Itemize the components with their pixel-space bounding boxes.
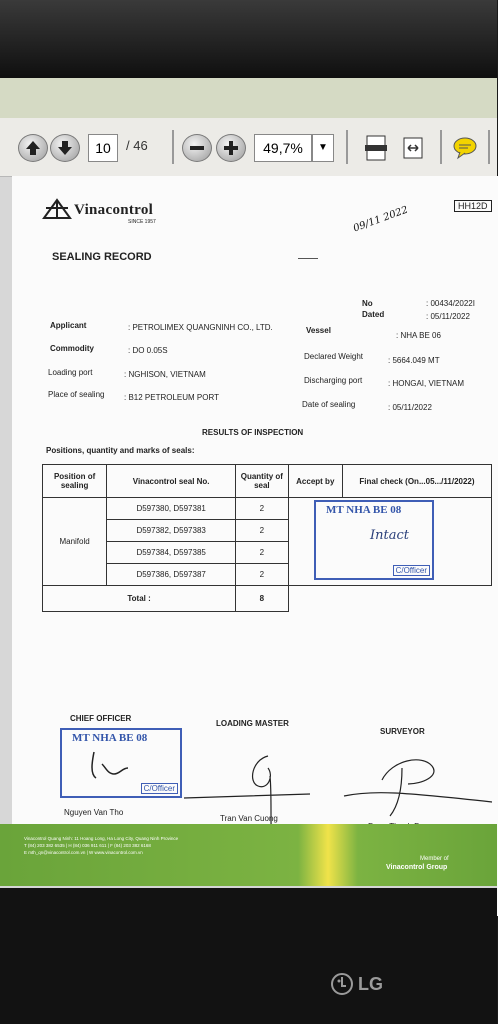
footer-address-3: E mth_qn@vinacontrol.com.vn | W www.vinacontrol.com.vn bbox=[24, 850, 143, 855]
vessel-value: : NHA BE 06 bbox=[396, 331, 441, 340]
place-label: Place of sealing bbox=[48, 390, 105, 399]
declared-value: : 5664.049 MT bbox=[388, 356, 440, 365]
chevron-down-icon: ▼ bbox=[318, 142, 328, 153]
arrow-down-icon bbox=[55, 138, 75, 158]
table-total-row bbox=[43, 586, 492, 612]
chief-officer-label: CHIEF OFFICER bbox=[70, 714, 132, 723]
form-code: HH12D bbox=[454, 200, 492, 212]
applicant-value: : PETROLIMEX QUANGNINH CO., LTD. bbox=[128, 323, 273, 332]
place-value: : B12 PETROLEUM PORT bbox=[124, 393, 219, 402]
toolbar-divider bbox=[488, 130, 490, 164]
qty-cell: 2 bbox=[236, 542, 289, 564]
commodity-label: Commodity bbox=[50, 344, 94, 353]
positions-heading: Positions, quantity and marks of seals: bbox=[46, 446, 195, 455]
table-header: Quantity of seal bbox=[236, 465, 289, 498]
footer-address-1: Vinacontrol Quang Ninh: 11 Hoang Long, Ha Long City, Quang Ninh Province bbox=[24, 836, 179, 841]
stamp-vessel-name: MT NHA BE 08 bbox=[326, 504, 402, 516]
vessel-label: Vessel bbox=[306, 326, 331, 335]
arrow-up-icon bbox=[23, 138, 43, 158]
screen bbox=[0, 78, 497, 888]
zoom-in-button[interactable] bbox=[216, 134, 246, 162]
pdf-page bbox=[12, 176, 498, 916]
stamp-handwritten-mark: Intact bbox=[370, 528, 409, 543]
next-page-button[interactable] bbox=[50, 134, 80, 162]
seal-cell: D597382, D597383 bbox=[107, 520, 236, 542]
vinacontrol-logo-icon bbox=[42, 198, 72, 220]
position-cell: Manifold bbox=[43, 498, 107, 586]
table-header: Vinacontrol seal No. bbox=[107, 465, 236, 498]
lg-logo-icon bbox=[330, 972, 354, 996]
applicant-label: Applicant bbox=[50, 321, 87, 330]
zoom-level-field[interactable]: 49,7% bbox=[254, 134, 312, 162]
discharging-value: : HONGAI, VIETNAM bbox=[388, 379, 465, 388]
page-number-input[interactable]: 10 bbox=[88, 134, 118, 162]
date-sealing-value: : 05/11/2022 bbox=[388, 403, 432, 412]
toolbar-divider bbox=[346, 130, 348, 164]
stamp-role: C/Officer bbox=[141, 783, 178, 794]
footer-member-group: Vinacontrol Group bbox=[386, 864, 448, 871]
surveyor-signature-icon bbox=[342, 750, 492, 820]
seal-cell: D597380, D597381 bbox=[107, 498, 236, 520]
chief-officer-stamp bbox=[60, 728, 182, 798]
doc-title: SEALING RECORD bbox=[52, 251, 152, 263]
zoom-out-button[interactable] bbox=[182, 134, 212, 162]
fit-width-icon[interactable] bbox=[400, 135, 426, 161]
divider bbox=[298, 258, 318, 259]
previous-page-button[interactable] bbox=[18, 134, 48, 162]
page-footer bbox=[0, 824, 497, 886]
window-top-bar bbox=[0, 78, 497, 118]
comment-icon[interactable] bbox=[452, 136, 478, 160]
page-total-label: / 46 bbox=[126, 138, 148, 153]
dated-label: Dated bbox=[362, 310, 385, 319]
table-header-row bbox=[43, 465, 492, 498]
loading-port-label: Loading port bbox=[48, 368, 93, 377]
loading-port-value: : NGHISON, VIETNAM bbox=[124, 370, 206, 379]
dated-value: : 05/11/2022 bbox=[426, 312, 470, 321]
monitor-bezel-bottom bbox=[0, 888, 497, 1024]
stamp-vessel-name: MT NHA BE 08 bbox=[72, 732, 148, 744]
surveyor-label: SURVEYOR bbox=[380, 727, 425, 736]
table-header: Position of sealing bbox=[43, 465, 107, 498]
seal-cell: D597386, D597387 bbox=[107, 564, 236, 586]
stamp-role: C/Officer bbox=[393, 565, 430, 576]
declared-label: Declared Weight bbox=[304, 352, 363, 361]
qty-cell: 2 bbox=[236, 520, 289, 542]
no-value: : 00434/2022I bbox=[426, 299, 475, 308]
discharging-label: Discharging port bbox=[304, 376, 363, 385]
handwritten-note: 09/11 2022 bbox=[351, 204, 410, 235]
brand-name: Vinacontrol bbox=[74, 202, 154, 218]
table-header: Accept by bbox=[288, 465, 342, 498]
fit-page-icon[interactable] bbox=[364, 135, 388, 161]
no-label: No bbox=[362, 299, 373, 308]
zoom-dropdown-button[interactable] bbox=[312, 134, 334, 162]
footer-address-2: T (84) 203 382 6535 | H (84) 036 911 611 | F (84) 203 382 6168 bbox=[24, 843, 151, 848]
brand-since: SINCE 1957 bbox=[128, 219, 156, 225]
final-check-stamp bbox=[314, 500, 434, 580]
commodity-value: : DO 0.05S bbox=[128, 346, 168, 355]
loading-master-label: LOADING MASTER bbox=[216, 719, 289, 728]
toolbar-divider bbox=[440, 130, 442, 164]
footer-member-label: Member of bbox=[420, 856, 449, 862]
qty-cell: 2 bbox=[236, 498, 289, 520]
date-sealing-label: Date of sealing bbox=[302, 400, 356, 409]
table-header: Final check (On...05.../11/2022) bbox=[342, 465, 491, 498]
results-heading: RESULTS OF INSPECTION bbox=[202, 428, 304, 437]
monitor-bezel-top bbox=[0, 0, 497, 80]
loading-master-name: Tran Van Cuong bbox=[220, 814, 278, 823]
monitor-brand: LG bbox=[358, 974, 383, 994]
chief-signature-icon bbox=[88, 748, 134, 782]
toolbar-divider bbox=[172, 130, 174, 164]
total-label: Total : bbox=[43, 586, 236, 612]
plus-icon bbox=[221, 138, 241, 158]
total-value: 8 bbox=[236, 586, 289, 612]
seal-cell: D597384, D597385 bbox=[107, 542, 236, 564]
pdf-toolbar bbox=[0, 118, 497, 177]
chief-officer-name: Nguyen Van Tho bbox=[64, 808, 124, 817]
minus-icon bbox=[187, 138, 207, 158]
qty-cell: 2 bbox=[236, 564, 289, 586]
